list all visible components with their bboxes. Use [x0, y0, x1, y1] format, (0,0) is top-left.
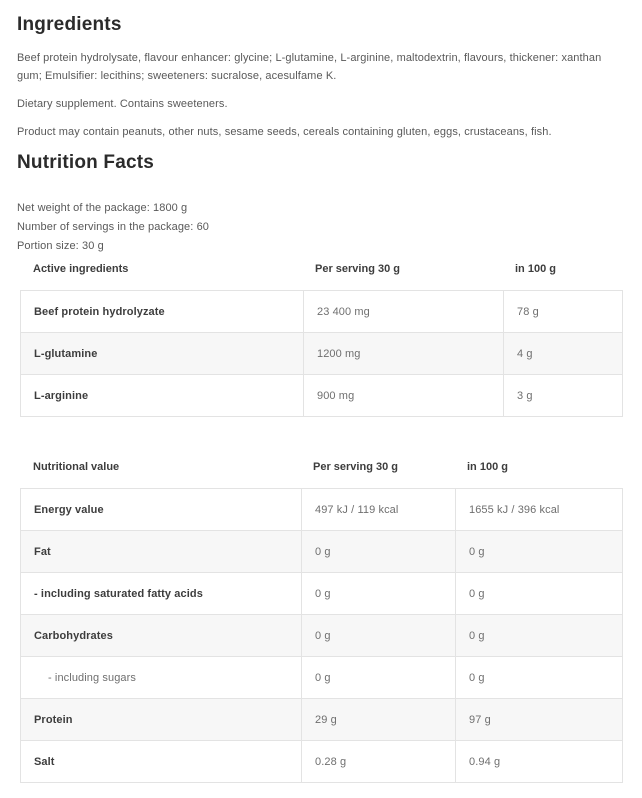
row-per-serving-value: 0 g — [301, 657, 455, 698]
row-per-100g-value: 0 g — [455, 573, 622, 614]
row-per-100g-value: 0.94 g — [455, 741, 622, 782]
ingredients-heading: Ingredients — [17, 14, 122, 35]
row-per-serving-value: 0 g — [301, 573, 455, 614]
row-per-100g-value: 0 g — [455, 531, 622, 572]
row-label: L-arginine — [34, 389, 89, 402]
column-header-active-ingredients: Active ingredients — [33, 263, 129, 275]
table-row-saturated-fatty-acids — [21, 572, 622, 614]
ingredients-supplement-note: Dietary supplement. Contains sweeteners. — [17, 98, 228, 110]
table-row-salt — [21, 740, 622, 782]
row-label: Energy value — [34, 503, 104, 516]
row-label: - including saturated fatty acids — [34, 587, 203, 600]
column-header-per-100g: in 100 g — [467, 461, 508, 473]
table-row-protein — [21, 698, 622, 740]
active-ingredients-table-body — [20, 290, 623, 417]
ingredients-allergen-note: Product may contain peanuts, other nuts, sesame seeds, cereals containing gluten, eggs, crustaceans, fish. — [17, 126, 552, 138]
column-header-nutritional-value: Nutritional value — [33, 461, 120, 473]
row-per-100g-value: 97 g — [455, 699, 622, 740]
row-per-serving-value: 0 g — [301, 615, 455, 656]
row-per-serving-value: 0 g — [301, 531, 455, 572]
table-row-sugars — [21, 656, 622, 698]
table-row-l-glutamine — [21, 332, 622, 374]
active-ingredients-header-row — [20, 256, 623, 290]
package-info-block — [17, 199, 625, 256]
row-label: L-glutamine — [34, 347, 98, 360]
column-header-per-100g: in 100 g — [515, 263, 556, 275]
row-per-100g-value: 78 g — [503, 291, 622, 332]
row-per-serving-value: 900 mg — [303, 375, 503, 416]
row-per-100g-value: 0 g — [455, 615, 622, 656]
row-label: Fat — [34, 545, 51, 558]
table-row-fat — [21, 530, 622, 572]
ingredients-composition-text: Beef protein hydrolysate, flavour enhancer: glycine; L-glutamine, L-arginine, maltodextrin, flavours, thickener: xanthan gum; Emulsifier: lecithins; sweeteners: sucralose, acesulfame K. — [17, 52, 602, 82]
row-per-serving-value: 497 kJ / 119 kcal — [301, 489, 455, 530]
row-label: - including sugars — [48, 671, 137, 684]
nutritional-value-table — [20, 417, 623, 783]
portion-size-line: Portion size: 30 g — [17, 240, 104, 252]
nutritional-value-table-body — [20, 488, 623, 783]
row-label: Salt — [34, 755, 55, 768]
nutrition-facts-heading: Nutrition Facts — [17, 152, 155, 173]
row-per-serving-value: 29 g — [301, 699, 455, 740]
row-per-100g-value: 4 g — [503, 333, 622, 374]
row-per-100g-value: 0 g — [455, 657, 622, 698]
nutritional-value-header-row — [20, 417, 623, 488]
row-per-serving-value: 0.28 g — [301, 741, 455, 782]
row-per-100g-value: 3 g — [503, 375, 622, 416]
table-row-energy-value — [21, 489, 622, 530]
column-header-per-serving: Per serving 30 g — [313, 461, 398, 473]
column-header-per-serving: Per serving 30 g — [315, 263, 400, 275]
row-label: Protein — [34, 713, 73, 726]
row-label: Carbohydrates — [34, 629, 113, 642]
table-row-l-arginine — [21, 374, 622, 416]
active-ingredients-table — [20, 256, 623, 417]
row-label: Beef protein hydrolyzate — [34, 305, 165, 318]
servings-count-line: Number of servings in the package: 60 — [17, 221, 210, 233]
row-per-serving-value: 1200 mg — [303, 333, 503, 374]
table-row-beef-protein — [21, 291, 622, 332]
table-row-carbohydrates — [21, 614, 622, 656]
row-per-100g-value: 1655 kJ / 396 kcal — [455, 489, 622, 530]
net-weight-line: Net weight of the package: 1800 g — [17, 202, 188, 214]
row-per-serving-value: 23 400 mg — [303, 291, 503, 332]
